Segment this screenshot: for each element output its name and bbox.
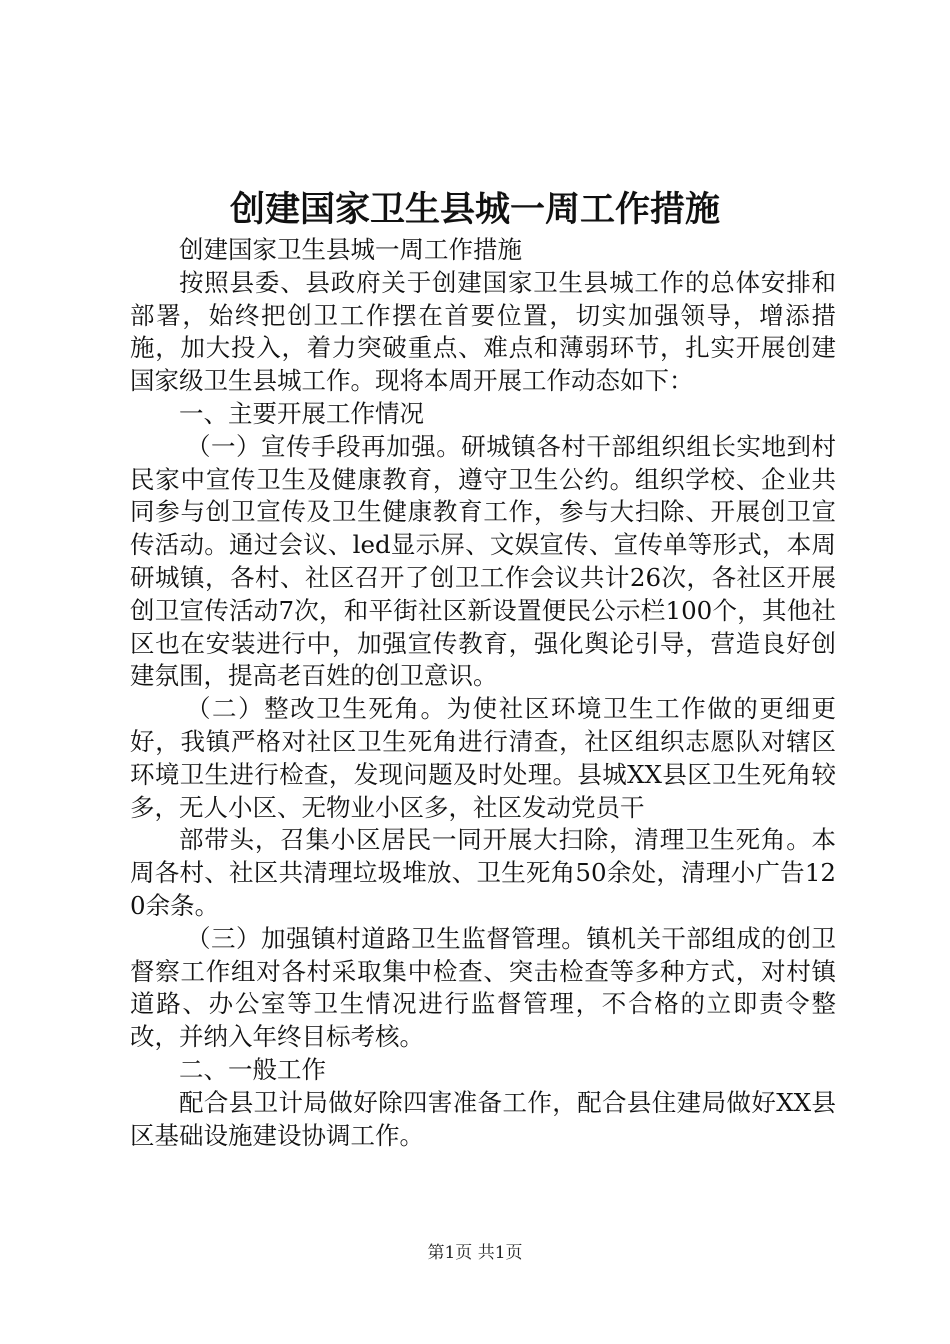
paragraph-intro: 按照县委、县政府关于创建国家卫生县城工作的总体安排和部署，始终把创卫工作摆在首要位置，切实加强领导，增添措施，加大投入，着力突破重点、难点和薄弱环节，扎实开展创建国家级卫生县城工作。现将本周开展工作动态如下： xyxy=(130,267,836,396)
page-footer: 第1页 共1页 xyxy=(427,1243,523,1263)
paragraph-sanitation-corners: （二）整改卫生死角。为使社区环境卫生工作做的更细更好，我镇严格对社区卫生死角进行清查，社区组织志愿队对辖区环境卫生进行检查，发现问题及时处理。县城XX县区卫生死角较多，无人小区、无物业小区多，社区发动党员干 xyxy=(130,694,836,822)
page-title: 创建国家卫生县城一周工作措施 xyxy=(229,189,720,230)
paragraph-road-supervision: （三）加强镇村道路卫生监督管理。镇机关干部组成的创卫督察工作组对各村采取集中检查、突击检查等多种方式，对村镇道路、办公室等卫生情况进行监督管理，不合格的立即责令整改，并纳入年终目标考核。 xyxy=(130,923,836,1052)
paragraph-subtitle: 创建国家卫生县城一周工作措施 xyxy=(179,235,522,264)
paragraph-publicity: （一）宣传手段再加强。研城镇各村干部组织组长实地到村民家中宣传卫生及健康教育，遵守卫生公约。组织学校、企业共同参与创卫宣传及卫生健康教育工作，参与大扫除、开展创卫宣传活动。通过会议、led显示屏、文娱宣传、宣传单等形式，本周研城镇，各村、社区召开了创卫工作会议共计26次，各社区开展创卫宣传活动7次，和平街社区新设置便民公示栏100个，其他社区也在安装进行中，加强宣传教育，强化舆论引导，营造良好创建氛围，提高老百姓的创卫意识。 xyxy=(130,431,836,691)
paragraph-general-work: 配合县卫计局做好除四害准备工作，配合县住建局做好XX县区基础设施建设协调工作。 xyxy=(130,1087,836,1150)
section-heading-main-work: 一、主要开展工作情况 xyxy=(179,398,424,428)
document-body xyxy=(130,234,836,1152)
paragraph-cleanup-results: 部带头，召集小区居民一同开展大扫除，清理卫生死角。本周各村、社区共清理垃圾堆放、卫生死角50余处，清理小广告120余条。 xyxy=(130,825,836,920)
section-heading-general-work: 二、一般工作 xyxy=(179,1054,326,1084)
